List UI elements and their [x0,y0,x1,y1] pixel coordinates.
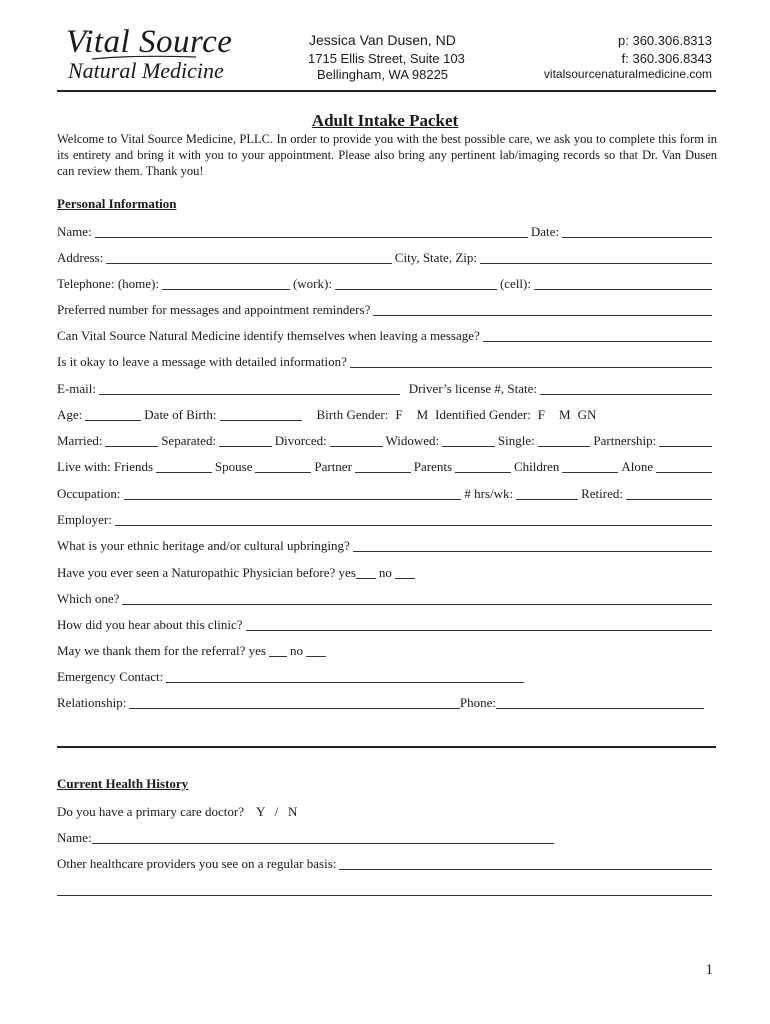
employer-label: Employer: [57,512,112,527]
retired-field[interactable] [626,486,712,500]
license-label: Driver’s license #, State: [408,381,537,396]
tel-work-field[interactable] [335,276,497,290]
spouse-field[interactable] [255,459,311,473]
city-state-zip-field[interactable] [480,250,712,264]
section-heading-health: Current Health History [57,776,189,791]
name-field[interactable] [95,224,528,238]
pcp-name-label: Name: [57,830,92,845]
widowed-label: Widowed: [385,433,440,448]
phone-label: Phone: [459,695,496,710]
alone-field[interactable] [656,459,712,473]
married-field[interactable] [105,433,158,447]
row-name-date [57,222,715,240]
row-ethnic-heritage [57,536,715,554]
row-seen-naturopath [57,563,715,581]
other-providers-field-line2[interactable] [57,882,712,896]
identified-gender-m-option[interactable]: M [559,407,571,422]
identified-gender-gn-option[interactable]: GN [577,407,597,422]
referral-no-field[interactable] [306,643,326,657]
row-which-one [57,589,715,607]
name-label: Name: [57,224,92,239]
city-state-zip-label: City, State, Zip: [394,250,477,265]
row-preferred-number [57,300,715,318]
tel-cell-label: (cell): [499,276,531,291]
ethnic-label: What is your ethnic heritage and/or cultural upbringing? [57,538,350,553]
referral-no-label: no [290,643,303,658]
dob-field[interactable] [220,407,302,421]
employer-field[interactable] [115,512,712,526]
partnership-field[interactable] [659,433,712,447]
practitioner-name: Jessica Van Dusen, ND [309,32,456,48]
alone-label: Alone [621,459,654,474]
how-hear-label: How did you hear about this clinic? [57,617,243,632]
married-label: Married: [57,433,103,448]
row-other-providers [57,854,715,872]
single-label: Single: [497,433,535,448]
clinic-fax: f: 360.306.8343 [621,51,712,66]
section-divider [57,746,716,748]
detailed-label: Is it okay to leave a message with detailed information? [57,354,347,369]
row-address [57,248,715,266]
page-title: Adult Intake Packet [311,111,459,130]
thank-referral-label: May we thank them for the referral? yes [57,643,266,658]
emergency-field[interactable] [166,669,524,683]
seen-np-yes-field[interactable] [356,565,376,579]
pcp-label: Do you have a primary care doctor? [57,804,244,819]
hrs-wk-field[interactable] [516,486,578,500]
birth-gender-label: Birth Gender: [316,407,389,422]
parents-label: Parents [413,459,453,474]
preferred-label: Preferred number for messages and appointment reminders? [57,302,371,317]
divorced-field[interactable] [330,433,383,447]
dob-label: Date of Birth: [144,407,217,422]
widowed-field[interactable] [442,433,495,447]
occupation-field[interactable] [124,486,462,500]
birth-gender-f-option[interactable]: F [395,407,403,422]
address-label: Address: [57,250,104,265]
row-identify [57,326,715,344]
row-marital-status [57,431,715,449]
row-detailed-message [57,352,715,370]
identified-gender-label: Identified Gender: [435,407,531,422]
date-label: Date: [530,224,559,239]
relationship-label: Relationship: [57,695,127,710]
parents-field[interactable] [455,459,511,473]
children-label: Children [513,459,560,474]
other-providers-label: Other healthcare providers you see on a regular basis: [57,856,337,871]
emergency-label: Emergency Contact: [57,669,164,684]
occupation-label: Occupation: [57,486,121,501]
email-label: E-mail: [57,381,96,396]
row-telephone [57,274,715,292]
detailed-field[interactable] [350,354,712,368]
row-emergency-contact [57,667,527,685]
header-divider [57,90,716,92]
relationship-field[interactable] [129,695,460,709]
birth-gender-m-option[interactable]: M [416,407,429,422]
age-label: Age: [57,407,83,422]
address-field[interactable] [106,250,392,264]
ethnic-field[interactable] [353,538,712,552]
retired-label: Retired: [581,486,623,501]
partnership-label: Partnership: [593,433,657,448]
which-one-label: Which one? [57,591,120,606]
identified-gender-f-option[interactable]: F [537,407,546,422]
section-heading-personal: Personal Information [57,196,177,211]
identify-field[interactable] [483,328,712,342]
children-field[interactable] [562,459,618,473]
tel-work-label: (work): [292,276,332,291]
row-relationship-phone [57,693,707,711]
partner-label: Partner [314,459,352,474]
clinic-city: Bellingham, WA 98225 [317,67,449,82]
clinic-address: 1715 Ellis Street, Suite 103 [308,51,465,66]
date-field[interactable] [562,224,712,238]
seen-np-no-label: no [378,565,392,580]
preferred-field[interactable] [373,302,712,316]
row-thank-referral [57,641,715,659]
clinic-phone: p: 360.306.8313 [618,33,712,48]
other-providers-field[interactable] [339,856,712,870]
clinic-website[interactable]: vitalsourcenaturalmedicine.com [543,67,712,81]
logo-text-vital-source: Vital Source [66,24,233,60]
live-with-friends-label: Live with: Friends [57,459,154,474]
age-field[interactable] [85,407,141,421]
row-how-hear [57,615,715,633]
how-hear-field[interactable] [246,617,712,631]
row-pcp-name [57,828,557,846]
seen-np-label: Have you ever seen a Naturopathic Physician before? yes [57,565,356,580]
row-employer [57,510,715,528]
which-one-field[interactable] [122,591,712,605]
divorced-label: Divorced: [274,433,327,448]
seen-np-no-field[interactable] [395,565,415,579]
tel-cell-field[interactable] [534,276,712,290]
tel-home-field[interactable] [162,276,290,290]
spouse-label: Spouse [214,459,253,474]
row-live-with [57,457,715,475]
email-field[interactable] [99,381,400,395]
single-field[interactable] [538,433,591,447]
license-field[interactable] [540,381,712,395]
partner-field[interactable] [355,459,411,473]
row-age-gender [57,405,715,423]
separated-field[interactable] [219,433,272,447]
identify-label: Can Vital Source Natural Medicine identify themselves when leaving a message? [57,328,480,343]
row-occupation [57,484,715,502]
pcp-yn-options[interactable]: Y / N [255,804,298,819]
row-email-license [57,379,715,397]
logo-text-natural-medicine: Natural Medicine [68,58,224,83]
pcp-name-field[interactable] [92,830,554,844]
friends-field[interactable] [156,459,212,473]
page-number: 1 [705,962,713,978]
row-primary-care [57,802,715,820]
hrs-wk-label: # hrs/wk: [464,486,514,501]
referral-yes-field[interactable] [269,643,287,657]
phone-field[interactable] [496,695,704,709]
row-other-providers-cont [57,880,715,898]
tel-home-label: Telephone: (home): [57,276,159,291]
intro-paragraph: Welcome to Vital Source Medicine, PLLC. In order to provide you with the best possible care, we ask you to complete this form in its entirety and bring it with you to your appointment. Please also bring any pertinent lab/imaging records so that Dr. Van Dusen can review them. Thank you! [57,132,717,178]
separated-label: Separated: [161,433,217,448]
